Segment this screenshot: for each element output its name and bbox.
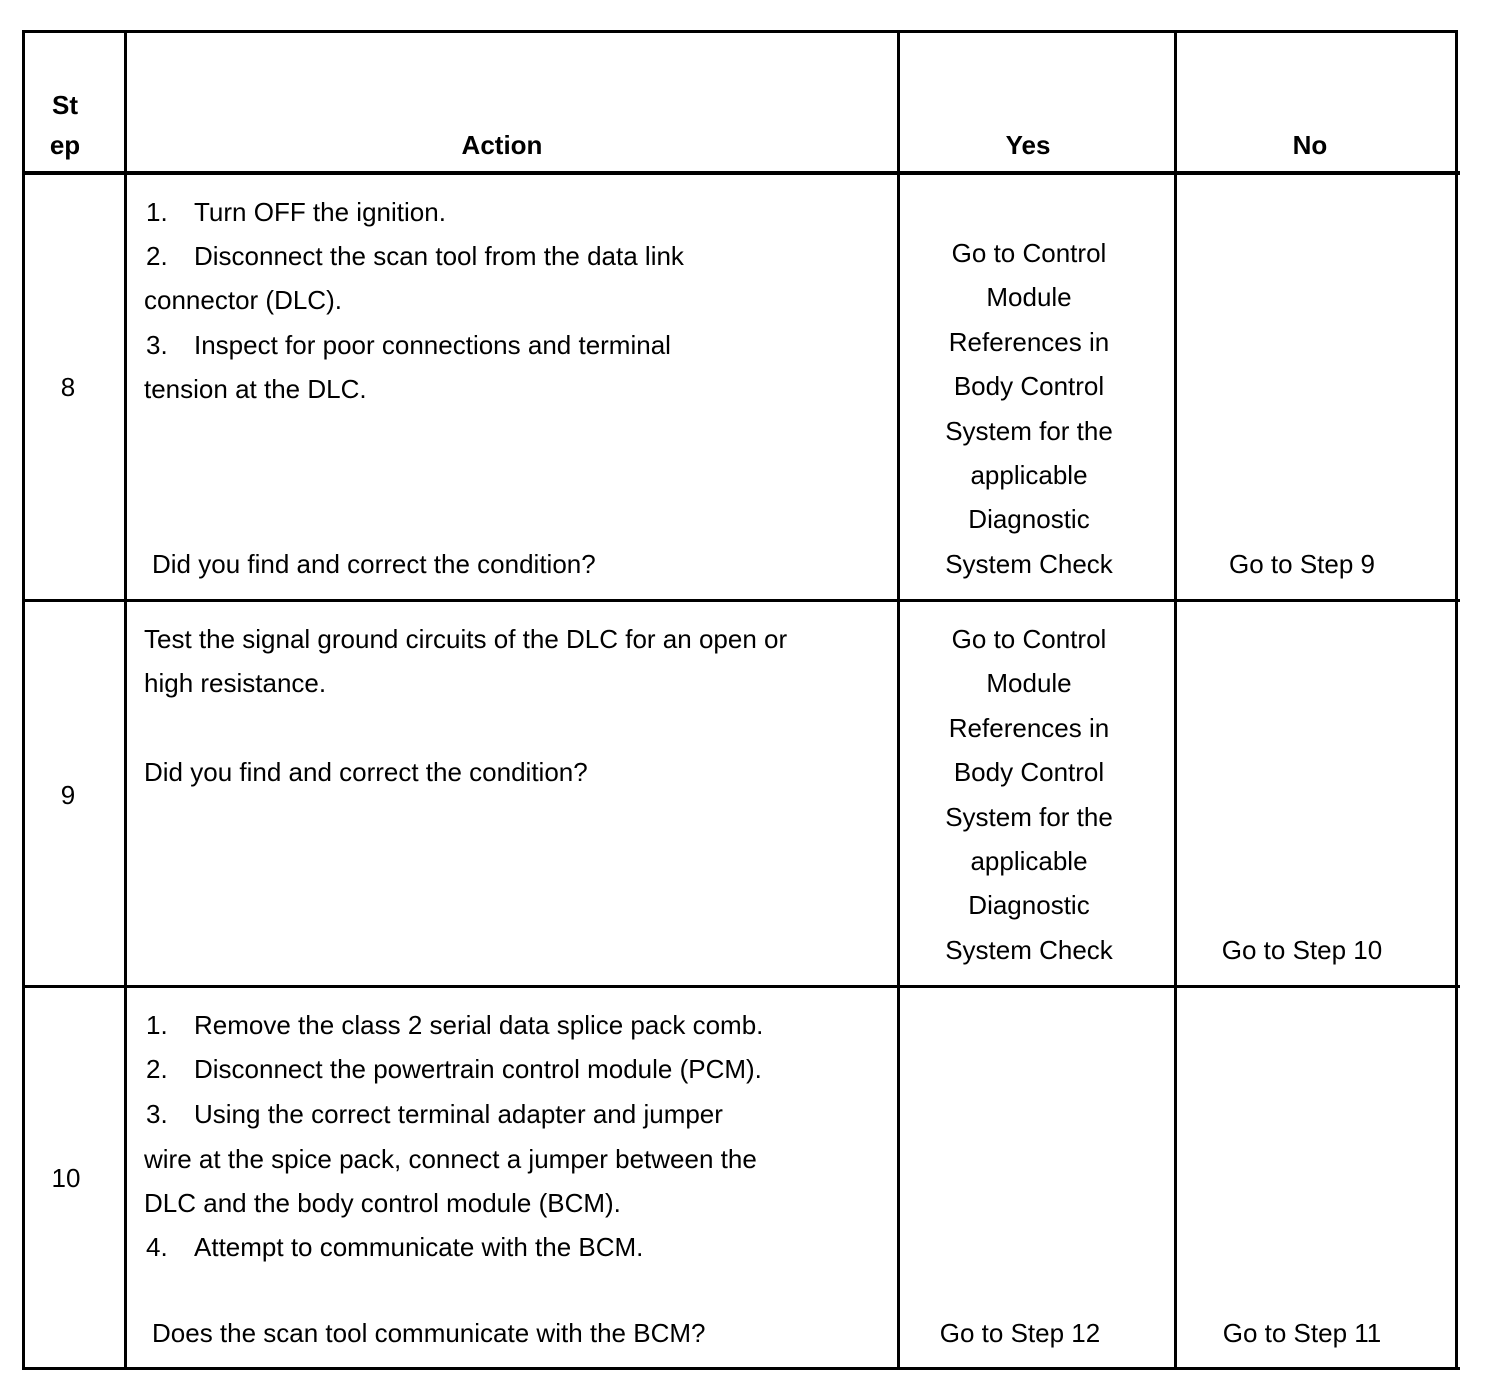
action-question: Did you find and correct the condition? bbox=[152, 549, 596, 579]
action-line bbox=[146, 1092, 723, 1136]
yes-line: Body Control bbox=[953, 371, 1105, 402]
yes-line: System for the bbox=[945, 415, 1113, 446]
yes-cell bbox=[891, 231, 1167, 586]
action-line bbox=[146, 234, 684, 278]
action-line-number: 2. bbox=[146, 241, 168, 271]
header-step-line: St bbox=[52, 90, 78, 120]
action-line bbox=[144, 278, 342, 322]
header-divider bbox=[22, 171, 1460, 175]
header-step bbox=[25, 85, 105, 165]
action-question: Does the scan tool communicate with the BCM? bbox=[152, 1318, 706, 1348]
yes-cell bbox=[891, 617, 1167, 972]
table-border-right bbox=[1455, 30, 1458, 1370]
header-no: No bbox=[1292, 130, 1328, 160]
yes-line: Module bbox=[986, 668, 1072, 699]
no-cell: Go to Step 11 bbox=[1222, 1318, 1382, 1348]
action-line-number: 1. bbox=[146, 1010, 168, 1040]
yes-line: System Check bbox=[945, 548, 1113, 579]
yes-line: applicable bbox=[970, 460, 1088, 491]
no-cell: Go to Step 9 bbox=[1229, 549, 1375, 579]
action-line-text: Inspect for poor connections and terminal bbox=[194, 330, 671, 360]
diagnostic-table bbox=[22, 30, 1458, 1370]
yes-cell: Go to Step 12 bbox=[939, 1318, 1101, 1348]
action-line-text: Using the correct terminal adapter and jumper bbox=[194, 1099, 723, 1129]
action-line-number: 4. bbox=[146, 1232, 168, 1262]
row-divider bbox=[22, 985, 1460, 988]
action-line-text: Turn OFF the ignition. bbox=[194, 197, 446, 227]
action-line: Test the signal ground circuits of the DLC for an open or bbox=[144, 624, 788, 654]
step-number: 10 bbox=[51, 1163, 81, 1193]
yes-line: applicable bbox=[970, 846, 1088, 877]
action-line bbox=[144, 1137, 757, 1181]
action-line: high resistance. bbox=[144, 668, 327, 698]
action-line-text: Disconnect the powertrain control module (PCM). bbox=[194, 1054, 762, 1084]
action-line bbox=[144, 1181, 621, 1225]
action-line-text: wire at the spice pack, connect a jumper between the bbox=[144, 1144, 757, 1174]
yes-line: Go to Control bbox=[951, 238, 1107, 268]
yes-line: References in bbox=[948, 326, 1110, 357]
action-line bbox=[144, 367, 367, 411]
column-divider bbox=[1174, 30, 1177, 1370]
step-number: 8 bbox=[60, 372, 76, 402]
yes-line: References in bbox=[948, 712, 1110, 743]
action-line-text: Disconnect the scan tool from the data link bbox=[194, 241, 684, 271]
action-line-text: tension at the DLC. bbox=[144, 374, 367, 404]
yes-line: Diagnostic bbox=[968, 504, 1090, 535]
yes-line: Body Control bbox=[953, 757, 1105, 788]
action-line-number: 3. bbox=[146, 330, 168, 360]
yes-line: Diagnostic bbox=[968, 890, 1090, 921]
step-number: 9 bbox=[60, 780, 76, 810]
action-line bbox=[146, 1003, 763, 1047]
yes-line: System for the bbox=[945, 801, 1113, 832]
yes-line: Module bbox=[986, 282, 1072, 313]
action-line-number: 2. bbox=[146, 1054, 168, 1084]
action-line-text: DLC and the body control module (BCM). bbox=[144, 1188, 621, 1218]
header-step-line: ep bbox=[49, 130, 81, 160]
action-line-text: connector (DLC). bbox=[144, 285, 342, 315]
action-line bbox=[146, 323, 671, 367]
table-border-bottom bbox=[22, 1367, 1460, 1370]
table-border-top bbox=[22, 30, 1458, 33]
action-line bbox=[146, 1225, 643, 1269]
action-line-text: Attempt to communicate with the BCM. bbox=[194, 1232, 644, 1262]
yes-line: Go to Control bbox=[951, 624, 1107, 654]
action-line bbox=[146, 190, 446, 234]
column-divider bbox=[124, 30, 127, 1370]
action-line bbox=[146, 1047, 762, 1091]
header-action: Action bbox=[461, 130, 543, 160]
action-question: Did you find and correct the condition? bbox=[144, 757, 588, 787]
action-line-number: 1. bbox=[146, 197, 168, 227]
row-divider bbox=[22, 599, 1460, 602]
no-cell: Go to Step 10 bbox=[1221, 935, 1383, 965]
action-line-number: 3. bbox=[146, 1099, 168, 1129]
yes-line: System Check bbox=[945, 934, 1113, 965]
action-line-text: Remove the class 2 serial data splice pack comb. bbox=[194, 1010, 764, 1040]
header-yes: Yes bbox=[1005, 130, 1051, 160]
